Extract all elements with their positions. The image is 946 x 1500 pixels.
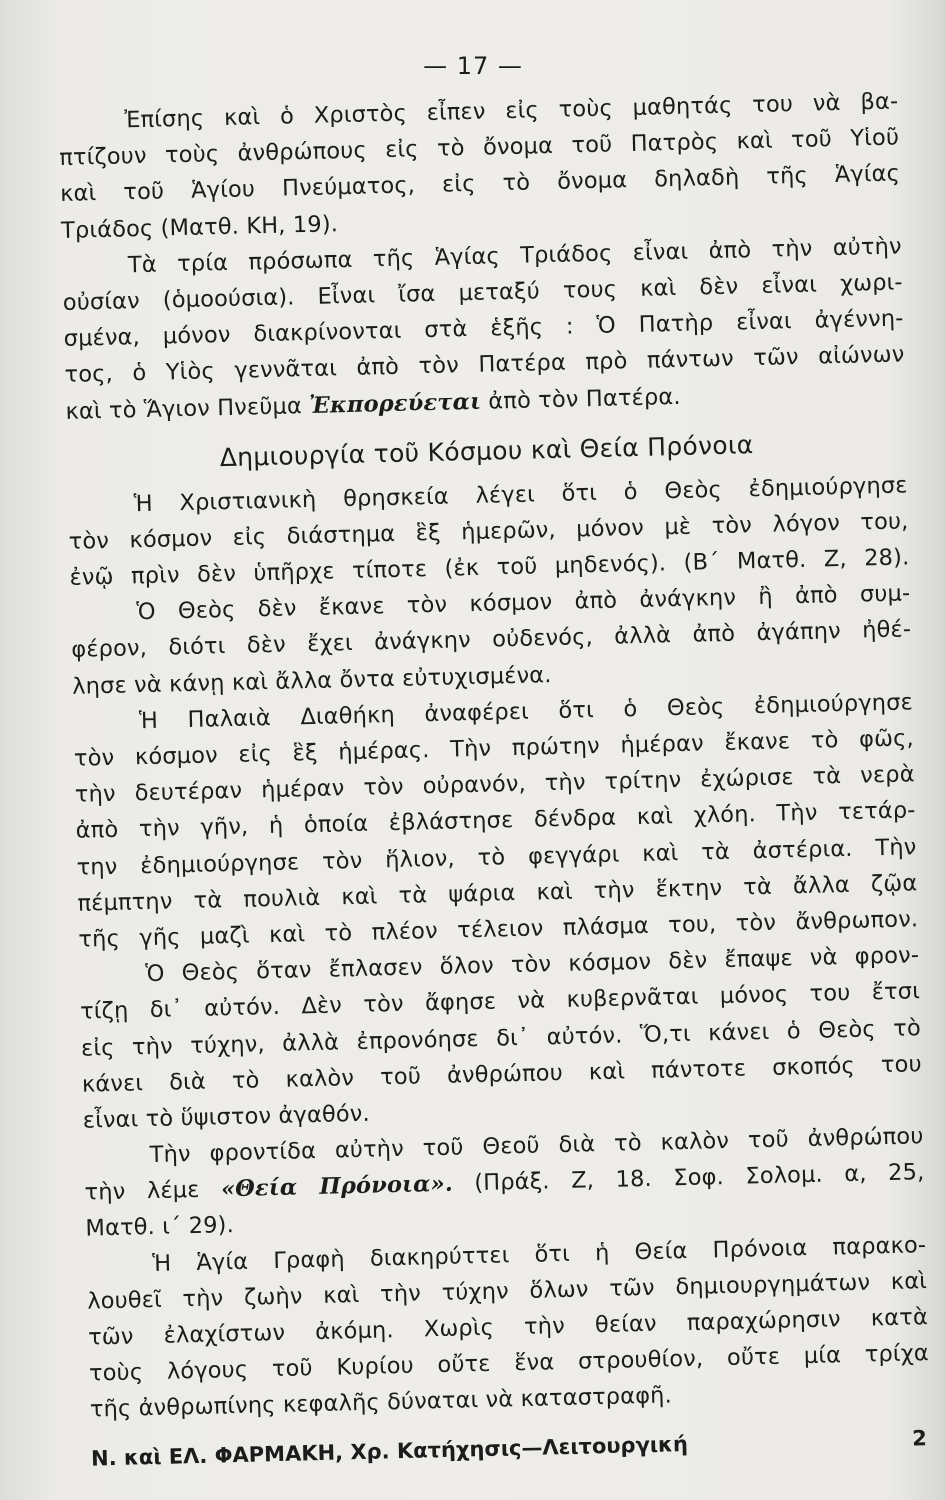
text-line: καὶ τοῦ Ἁγίου Πνεύματος, εἰς τὸ ὄνομα δηλαδὴ τῆς Ἁγίας xyxy=(59,160,901,208)
paragraph-5 xyxy=(73,684,919,958)
emphasized-text: Ἐκπορεύεται xyxy=(308,388,482,419)
text-line: τίζῃ δι᾽ αὐτόν. Δὲν τὸν ἄφησε νὰ κυβερνᾶται μόνος του ἔτσι xyxy=(79,978,921,1026)
paragraph-6 xyxy=(79,937,923,1138)
text-line: εἰς τὴν τύχην, ἀλλὰ ἐπρονόησε δι᾽ αὐτόν. Ὅ,τι κάνει ὁ Θεὸς τὸ xyxy=(80,1014,922,1062)
page-footer xyxy=(91,1426,931,1471)
page-number: — 17 — xyxy=(423,52,523,80)
paragraph-4 xyxy=(70,576,912,705)
text-line: τὴν δευτέραν ἡμέραν τὸν οὐρανόν, τὴν τρίτην ἐχώρισε τὰ νερὰ xyxy=(74,761,915,808)
emphasized-text: «Θεία Πρόνοια». xyxy=(220,1170,454,1203)
text-line: κάνει διὰ τὸ καλὸν τοῦ ἀνθρώπου καὶ πάντοτε σκοπός του xyxy=(81,1050,923,1098)
text-line: λησε νὰ κάνῃ καὶ ἄλλα ὄντα εὐτυχισμένα. xyxy=(71,661,552,700)
paragraph-1 xyxy=(58,83,901,248)
text-line: τῆς ἀνθρωπίνης κεφαλῆς δύναται νὰ καταστραφῆ. xyxy=(89,1382,673,1423)
body-text xyxy=(58,83,931,1470)
text-line: Τὴν φροντίδα αὐτὴν τοῦ Θεοῦ διὰ τὸ καλὸν τοῦ ἀνθρώπου xyxy=(149,1123,924,1169)
footer-citation: Ν. καὶ ΕΛ. ΦΑΡΜΑΚΗ, Χρ. Κατήχησις—Λειτουργική xyxy=(90,1431,689,1471)
text-line: Ἡ Ἁγία Γραφὴ διακηρύττει ὅτι ἡ Θεία Πρόνοια παρακο- xyxy=(152,1231,927,1277)
text-segment: ἀπὸ τὸν Πατέρα. xyxy=(488,383,681,415)
text-segment: τὴν λέμε xyxy=(84,1177,200,1206)
text-line: τος, ὁ Υἱὸς γεννᾶται ἀπὸ τὸν Πατέρα πρὸ πάντων τῶν αἰώνων xyxy=(64,341,905,389)
text-line: Ματθ. ι΄ 29). xyxy=(85,1212,235,1243)
text-line: λουθεῖ τὴν ζωὴν καὶ τὴν τύχην ὅλων τῶν δημιουργημάτων καὶ xyxy=(86,1267,928,1315)
text-line: Ἐπίσης καὶ ὁ Χριστὸς εἶπεν εἰς τοὺς μαθητάς του νὰ βα- xyxy=(124,88,899,134)
paragraph-8 xyxy=(86,1227,930,1428)
text-line: τῶν ἐλαχίστων ἀκόμη. Χωρὶς τὴν θείαν παραχώρησιν κατὰ xyxy=(87,1304,929,1351)
text-line: τῆς γῆς μαζὶ καὶ τὸ πλέον τέλειον πλάσμα του, τὸν ἄνθρωπον. xyxy=(78,906,919,953)
text-segment: καὶ τὸ Ἅγιον Πνεῦμα xyxy=(65,392,303,425)
text-line: ἀπὸ τὴν γῆν, ἡ ὁποία ἐβλάστησε δένδρα καὶ χλόη. Τὴν τετάρ- xyxy=(75,797,916,845)
text-line: Ἡ Χριστιανικὴ θρησκεία λέγει ὅτι ὁ Θεὸς ἐδημιούργησε xyxy=(133,472,908,517)
text-line: Τριάδος (Ματθ. ΚΗ, 19). xyxy=(60,210,339,244)
text-line: ἐνῷ πρὶν δὲν ὑπῆρχε τίποτε (ἐκ τοῦ μηδενός). (Β΄ Ματθ. Ζ, 28). xyxy=(69,544,910,591)
text-segment: (Πράξ. Ζ, 18. Σοφ. Σολομ. α, 25, xyxy=(473,1159,925,1197)
text-line: εἶναι τὸ ὕψιστον ἀγαθόν. xyxy=(82,1100,371,1134)
text-line: πέμπτην τὰ πουλιὰ καὶ τὰ ψάρια καὶ τὴν ἕκτην τὰ ἄλλα ζῷα xyxy=(77,869,918,917)
paragraph-7 xyxy=(83,1118,925,1247)
text-line: φέρον, διότι δὲν ἔχει ἀνάγκην οὐδενός, ἀλλὰ ἀπὸ ἀγάπην ἠθέ- xyxy=(71,616,912,664)
text-line: Ὁ Θεὸς ὅταν ἔπλασεν ὅλον τὸν κόσμον δὲν ἔπαψε νὰ φρον- xyxy=(144,942,920,988)
text-line: Ὁ Θεὸς δὲν ἔκανε τὸν κόσμον ἀπὸ ἀνάγκην ἢ ἀπὸ συμ- xyxy=(136,580,911,626)
text-line: τοὺς λόγους τοῦ Κυρίου οὔτε ἕνα στρουθίον, οὔτε μία τρίχα xyxy=(88,1340,930,1387)
paragraph-3 xyxy=(67,467,909,596)
text-line: τὸν κόσμον εἰς διάστημα ἓξ ἡμερῶν, μόνον μὲ τὸν λόγον του, xyxy=(68,508,909,555)
text-line: πτίζουν τοὺς ἀνθρώπους εἰς τὸ ὄνομα τοῦ Πατρὸς καὶ τοῦ Υἱοῦ xyxy=(59,124,900,172)
text-line: τὸν κόσμον εἰς ἓξ ἡμέρας. Τὴν πρώτην ἡμέραν ἔκανε τὸ φῶς, xyxy=(73,725,915,772)
signature-mark: 2 xyxy=(911,1425,928,1451)
text-line: Ἡ Παλαιὰ Διαθήκη ἀναφέρει ὅτι ὁ Θεὸς ἐδημιούργησε xyxy=(138,689,914,735)
text-line: σμένα, μόνον διακρίνονται στὰ ἑξῆς : Ὁ Πατὴρ εἶναι ἀγέννη- xyxy=(63,305,904,353)
paragraph-2 xyxy=(62,228,906,429)
text-line: οὐσίαν (ὁμοούσια). Εἶναι ἴσα μεταξύ τους καὶ δὲν εἶναι χωρι- xyxy=(62,269,903,316)
text-line: την ἐδημιούργησε τὸν ἥλιον, τὸ φεγγάρι καὶ τὰ ἀστέρια. Τὴν xyxy=(76,833,917,881)
section-heading: Δημιουργία τοῦ Κόσμου καὶ Θεία Πρόνοια xyxy=(219,429,754,472)
text-line: Τὰ τρία πρόσωπα τῆς Ἁγίας Τριάδος εἶναι ἀπὸ τὴν αὐτὴν xyxy=(127,233,903,279)
